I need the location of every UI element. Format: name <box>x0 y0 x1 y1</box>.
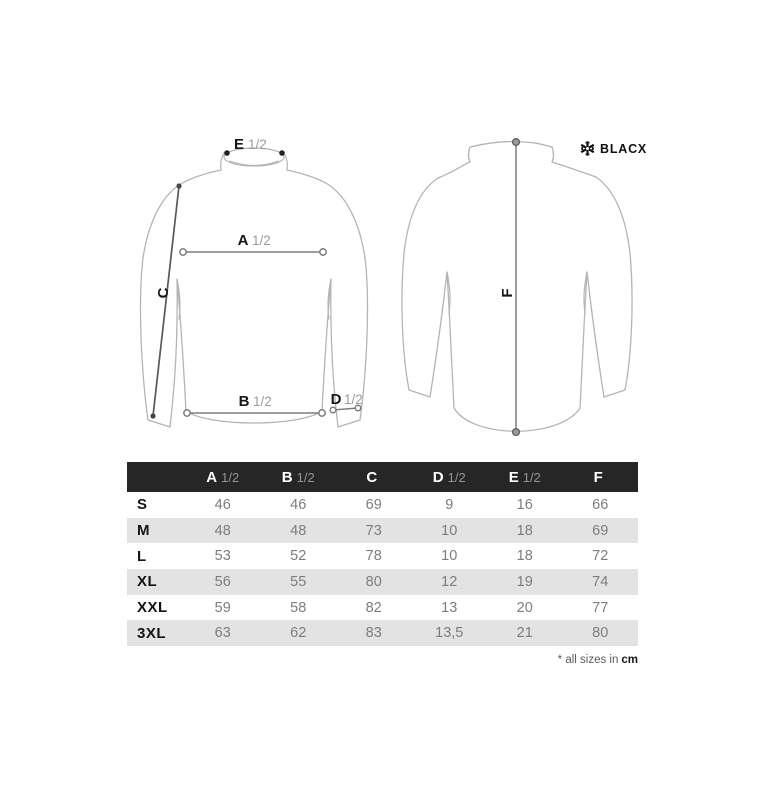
front-jacket-diagram <box>133 133 377 451</box>
size-value: 56 <box>214 573 231 590</box>
size-value: 18 <box>516 548 533 565</box>
c-label: C <box>155 287 172 299</box>
size-value: 80 <box>365 573 382 590</box>
size-label: M <box>137 522 150 540</box>
size-value: 12 <box>441 573 458 590</box>
measurement-d <box>330 391 363 413</box>
size-value: 21 <box>516 625 533 642</box>
size-value: 73 <box>365 522 382 539</box>
d-fraction: 1/2 <box>344 392 363 407</box>
size-value: 10 <box>441 548 458 565</box>
table-row-m <box>127 518 638 544</box>
b-endpoint-ring <box>319 410 325 416</box>
size-value: 63 <box>214 625 231 642</box>
header-cell-e <box>487 469 563 486</box>
e-fraction: 1/2 <box>248 137 267 152</box>
table-row-xxl <box>127 595 638 621</box>
size-value: 18 <box>516 522 533 539</box>
footnote-unit: cm <box>621 654 638 666</box>
a-endpoint-ring <box>320 249 326 255</box>
header-letter: E <box>508 468 519 486</box>
size-value: 58 <box>290 599 307 616</box>
a-endpoint-ring <box>180 249 186 255</box>
size-value: 53 <box>214 548 231 565</box>
header-fraction: 1/2 <box>296 469 315 485</box>
header-fraction: 1/2 <box>447 469 466 485</box>
e-endpoint-dot <box>279 150 285 156</box>
size-value: 69 <box>592 522 609 539</box>
measurement-e <box>224 136 285 156</box>
size-value: 72 <box>592 548 609 565</box>
header-letter: F <box>593 468 603 486</box>
size-value: 20 <box>516 599 533 616</box>
size-label: XL <box>137 573 158 591</box>
size-label: S <box>137 496 148 514</box>
f-endpoint-ring <box>513 429 520 436</box>
size-value: 48 <box>290 522 307 539</box>
d-endpoint-ring <box>330 407 336 413</box>
size-value: 66 <box>592 496 609 513</box>
size-value: 19 <box>516 573 533 590</box>
header-fraction: 1/2 <box>522 469 541 485</box>
d-label: D <box>330 391 342 408</box>
size-value: 74 <box>592 573 609 590</box>
table-row-s <box>127 492 638 518</box>
b-label: B <box>238 393 250 410</box>
size-value: 78 <box>365 548 382 565</box>
size-value: 59 <box>214 599 231 616</box>
back-jacket-outline <box>402 142 632 432</box>
c-endpoint-dot <box>150 413 155 418</box>
header-letter: C <box>366 468 378 486</box>
size-value: 10 <box>441 522 458 539</box>
table-header-row <box>127 462 638 492</box>
header-cell-c <box>336 469 412 486</box>
size-value: 46 <box>214 496 231 513</box>
collar-left-edge <box>221 153 224 170</box>
header-cell-d <box>412 469 488 486</box>
size-label: 3XL <box>137 624 167 642</box>
header-cell-b <box>261 469 337 486</box>
header-letter: B <box>281 468 293 486</box>
size-value: 52 <box>290 548 307 565</box>
size-value: 62 <box>290 625 307 642</box>
f-endpoint-ring <box>513 139 520 146</box>
size-label: XXL <box>137 599 168 617</box>
table-row-xl <box>127 569 638 595</box>
collar-right-edge <box>284 153 287 170</box>
size-table <box>127 462 638 646</box>
size-value: 55 <box>290 573 307 590</box>
header-fraction: 1/2 <box>221 469 240 485</box>
size-value: 48 <box>214 522 231 539</box>
b-endpoint-ring <box>184 410 190 416</box>
brand-logo <box>579 140 647 157</box>
header-cell-f <box>563 469 639 486</box>
size-value: 13 <box>441 599 458 616</box>
c-endpoint-dot <box>176 183 181 188</box>
footnote <box>127 654 638 666</box>
back-jacket-diagram <box>398 131 646 453</box>
b-fraction: 1/2 <box>253 394 272 409</box>
size-value: 13,5 <box>435 625 464 642</box>
brand-name: BLACX <box>600 141 648 156</box>
a-label: A <box>237 232 249 249</box>
table-row-l <box>127 543 638 569</box>
header-letter: D <box>432 468 444 486</box>
size-value: 77 <box>592 599 609 616</box>
header-cell-a <box>185 469 261 486</box>
e-endpoint-dot <box>224 150 230 156</box>
front-jacket-outline <box>141 148 368 427</box>
size-label: L <box>137 547 147 565</box>
size-value: 46 <box>290 496 307 513</box>
size-value: 16 <box>516 496 533 513</box>
snowflake-icon <box>579 140 596 157</box>
size-value: 9 <box>445 496 454 513</box>
size-value: 80 <box>592 625 609 642</box>
e-label: E <box>233 136 245 153</box>
f-label: F <box>499 288 516 298</box>
size-value: 82 <box>365 599 382 616</box>
table-row-3xl <box>127 620 638 646</box>
size-value: 69 <box>365 496 382 513</box>
a-fraction: 1/2 <box>252 233 271 248</box>
footnote-text: * all sizes in <box>557 654 619 666</box>
size-value: 83 <box>365 625 382 642</box>
header-letter: A <box>206 468 218 486</box>
